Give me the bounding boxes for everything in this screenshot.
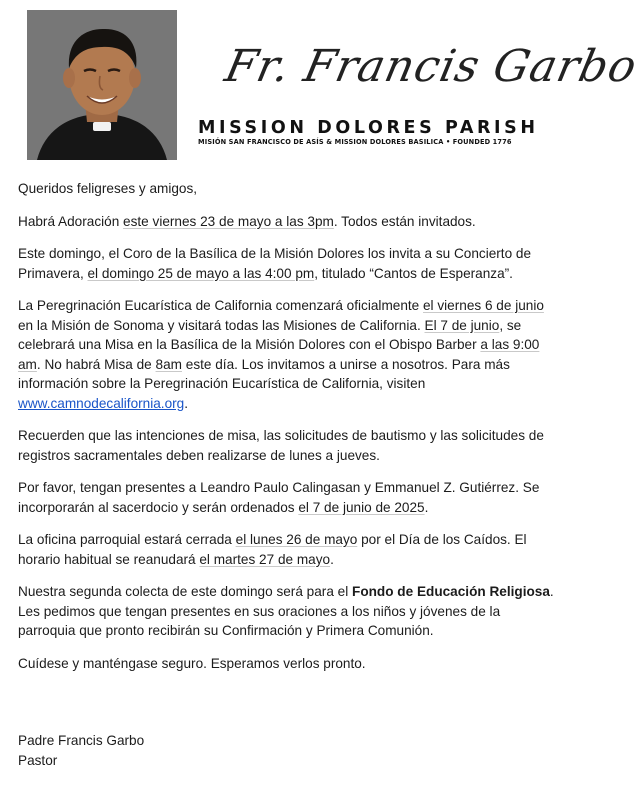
parish-name: MISSION DOLORES PARISH — [198, 118, 539, 138]
paragraph-ordination — [18, 478, 554, 517]
text: en la Misión de Sonoma y visitará todas las Misiones de California. — [18, 317, 425, 333]
text: La oficina parroquial estará cerrada — [18, 532, 236, 547]
closing: Cuídese y manténgase seguro. Esperamos verlos pronto. — [18, 655, 366, 671]
text: . Les pedimos que tengan presentes en sus oraciones a los niños y jóvenes de la parroquia que pronto recibirán su Confirmación y Primera Comunión. — [18, 584, 554, 638]
pilgrimage-link[interactable]: www.camnodecalifornia.org — [18, 395, 185, 411]
text: . No habrá Misa de — [36, 356, 156, 372]
text: este día. Los invitamos a unirse a nosotros. Para más información sobre la Peregrinación Eucarística de California, visiten — [18, 356, 510, 391]
fund-name: Fondo de Educación Religiosa — [352, 584, 550, 599]
date-detail[interactable]: este viernes 23 de mayo a las 3pm — [123, 213, 334, 229]
date-detail[interactable]: 8am — [155, 356, 182, 372]
text: . Todos están invitados. — [333, 213, 476, 229]
letterhead — [0, 0, 642, 170]
text: . — [424, 499, 429, 515]
signoff-title: Pastor — [18, 752, 58, 768]
text: , se celebrará una Misa en la Basílica de la Misión Dolores con el Obispo Barber — [18, 317, 522, 352]
paragraph-collection — [18, 582, 554, 641]
paragraph-requests: Recuerden que las intenciones de misa, las solicitudes de bautismo y las solicitudes de registros sacramentales deben realizarse de lunes a jueves. — [18, 428, 544, 463]
text: , titulado “Cantos de Esperanza”. — [314, 265, 513, 281]
priest-portrait-icon — [27, 10, 177, 160]
text: Habrá Adoración — [18, 213, 124, 229]
date-detail[interactable]: el 7 de junio de 2025 — [298, 499, 425, 515]
signoff — [18, 731, 554, 770]
text: . — [330, 551, 334, 567]
text: Este domingo, el Coro de la Basílica de la Misión Dolores los invita a su Concierto de Primavera, — [18, 246, 532, 281]
letter-body — [18, 179, 554, 770]
text: Nuestra segunda colecta de este domingo será para el — [18, 584, 353, 599]
text: por el Día de los Caídos. El horario habitual se reanudará — [18, 532, 527, 567]
date-detail[interactable]: el viernes 6 de junio — [423, 298, 544, 313]
avatar — [27, 10, 177, 160]
date-detail[interactable]: El 7 de junio — [424, 317, 500, 333]
date-detail[interactable]: el martes 27 de mayo — [199, 551, 331, 567]
paragraph-pilgrimage — [18, 296, 554, 413]
text: . — [184, 395, 189, 411]
paragraph-office-closed — [18, 530, 554, 569]
signature: Fr. Francis Garbo — [220, 41, 642, 92]
date-detail[interactable]: el lunes 26 de mayo — [235, 532, 358, 547]
signoff-name: Padre Francis Garbo — [18, 733, 145, 748]
paragraph-concert — [18, 244, 554, 283]
date-detail[interactable]: el domingo 25 de mayo a las 4:00 pm — [87, 265, 315, 281]
date-detail[interactable]: a las 9:00 am — [18, 337, 540, 372]
text: La Peregrinación Eucarística de California comenzará oficialmente — [18, 298, 423, 313]
parish-subtitle: MISIÓN SAN FRANCISCO DE ASÍS & MISSION DOLORES BASILICA • FOUNDED 1776 — [198, 138, 512, 146]
paragraph-adoration — [18, 212, 554, 232]
greeting: Queridos feligreses y amigos, — [18, 181, 198, 196]
text: Por favor, tengan presentes a Leandro Paulo Calingasan y Emmanuel Z. Gutiérrez. Se incorporarán al sacerdocio y serán ordenados — [18, 480, 540, 515]
